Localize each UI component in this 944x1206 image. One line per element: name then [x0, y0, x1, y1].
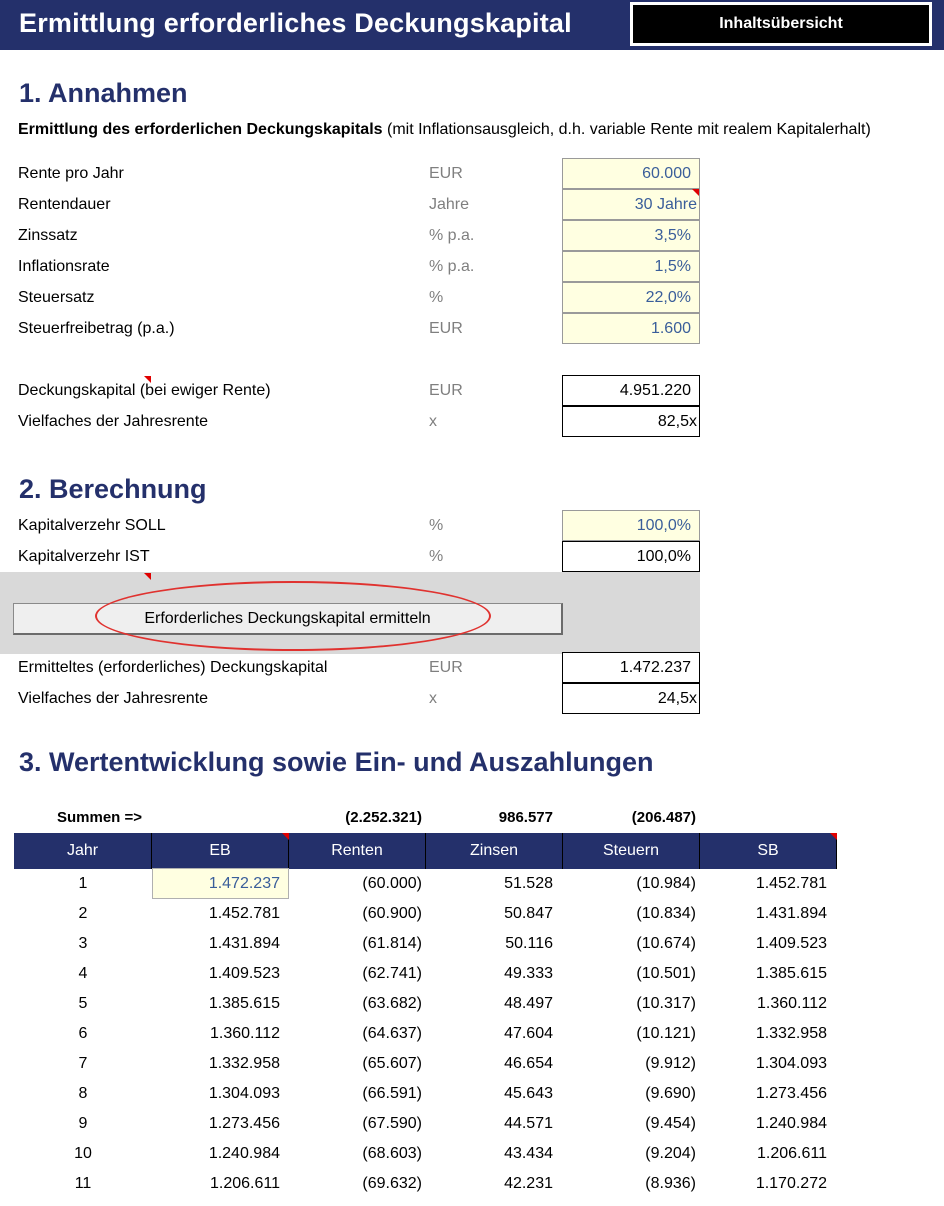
- cell-sb: 1.273.456: [755, 1085, 827, 1102]
- label-steuersatz: Steuersatz: [18, 289, 95, 306]
- cell-zinsen: 46.654: [504, 1055, 553, 1072]
- cell-steuern: (9.690): [645, 1085, 696, 1102]
- table-row: [0, 959, 944, 989]
- cell-steuern: (8.936): [645, 1175, 696, 1192]
- input-rente-pro-jahr[interactable]: 60.000: [562, 158, 700, 189]
- input-kapitalverzehr-soll[interactable]: 100,0%: [562, 510, 700, 541]
- table-row: [0, 1079, 944, 1109]
- label-inflationsrate: Inflationsrate: [18, 258, 110, 275]
- cell-eb: 1.452.781: [208, 905, 280, 922]
- cell-renten: (66.591): [362, 1085, 422, 1102]
- cell-jahr: 1: [78, 875, 88, 892]
- cell-eb: 1.304.093: [208, 1085, 280, 1102]
- table-row: [0, 1169, 944, 1199]
- cell-zinsen: 47.604: [504, 1025, 553, 1042]
- calculate-button[interactable]: Erforderliches Deckungskapital ermitteln: [13, 603, 563, 635]
- label-kapitalverzehr-soll: Kapitalverzehr SOLL: [18, 517, 166, 534]
- input-inflationsrate[interactable]: 1,5%: [562, 251, 700, 282]
- cell-steuern: (9.454): [645, 1115, 696, 1132]
- input-zinssatz[interactable]: 3,5%: [562, 220, 700, 251]
- cell-renten: (68.603): [362, 1145, 422, 1162]
- cell-sb: 1.360.112: [757, 995, 827, 1012]
- unit-zinssatz: % p.a.: [429, 227, 475, 244]
- unit-rente-pro-jahr: EUR: [429, 165, 463, 182]
- unit-steuersatz: %: [429, 289, 444, 306]
- cell-zinsen: 45.643: [504, 1085, 553, 1102]
- cell-sb: 1.206.611: [757, 1145, 827, 1162]
- cell-steuern: (9.912): [645, 1055, 696, 1072]
- sum-steuern: (206.487): [631, 809, 696, 826]
- label-steuerfreibetrag: Steuerfreibetrag (p.a.): [18, 320, 175, 337]
- cell-steuern: (10.674): [636, 935, 696, 952]
- sum-renten: (2.252.321): [345, 809, 422, 826]
- intro-bold: Ermittlung des erforderlichen Deckungskapitals: [18, 121, 383, 138]
- cell-zinsen: 44.571: [504, 1115, 553, 1132]
- cell-sb: 1.332.958: [755, 1025, 827, 1042]
- section-title-wertentwicklung: 3. Wertentwicklung sowie Ein- und Auszahlungen: [19, 747, 654, 777]
- cell-renten: (61.814): [362, 935, 422, 952]
- cell-sb: 1.385.615: [755, 965, 827, 982]
- cell-jahr: 7: [78, 1055, 88, 1072]
- table-row: [0, 1139, 944, 1169]
- cell-renten: (60.900): [362, 905, 422, 922]
- cell-renten: (63.682): [362, 995, 422, 1012]
- cell-zinsen: 42.231: [504, 1175, 553, 1192]
- comment-indicator[interactable]: [692, 189, 699, 196]
- label-deckungskapital-ewig: Deckungskapital (bei ewiger Rente): [18, 382, 271, 399]
- label-rentendauer: Rentendauer: [18, 196, 111, 213]
- cell-jahr: 10: [74, 1145, 92, 1162]
- cell-steuern: (10.317): [636, 995, 696, 1012]
- table-row: [0, 869, 944, 899]
- cell-steuern: (10.984): [636, 875, 696, 892]
- input-rentendauer[interactable]: 30 Jahre: [562, 189, 700, 220]
- cell-zinsen: 48.497: [504, 995, 553, 1012]
- unit-vielfaches-jahresrente: x: [429, 690, 437, 707]
- column-header-renten: Renten: [289, 833, 426, 869]
- section-intro: [18, 121, 871, 139]
- label-zinssatz: Zinssatz: [18, 227, 78, 244]
- input-steuersatz[interactable]: 22,0%: [562, 282, 700, 313]
- cell-jahr: 5: [78, 995, 88, 1012]
- cell-sb: 1.409.523: [755, 935, 827, 952]
- cell-eb: 1.206.611: [210, 1175, 280, 1192]
- cell-eb: 1.240.984: [208, 1145, 280, 1162]
- table-row: [0, 1019, 944, 1049]
- cell-zinsen: 51.528: [504, 875, 553, 892]
- value-kapitalverzehr-ist: 100,0%: [562, 541, 700, 572]
- column-header-eb: EB: [152, 833, 289, 869]
- label-vielfaches-ewig: Vielfaches der Jahresrente: [18, 413, 209, 430]
- cell-renten: (65.607): [362, 1055, 422, 1072]
- value-vielfaches-ewig: 82,5x: [562, 406, 700, 437]
- value-deckungskapital-ewig: 4.951.220: [562, 375, 700, 406]
- cell-zinsen: 50.116: [505, 935, 553, 952]
- cell-sb: 1.170.272: [755, 1175, 827, 1192]
- table-row: [0, 989, 944, 1019]
- cell-jahr: 4: [78, 965, 88, 982]
- unit-rentendauer: Jahre: [429, 196, 470, 213]
- title-bar: [0, 0, 944, 50]
- label-ermitteltes-deckungskapital: Ermitteltes (erforderliches) Deckungskapital: [18, 659, 328, 676]
- value-ermitteltes-deckungskapital: 1.472.237: [562, 652, 700, 683]
- cell-eb: 1.332.958: [208, 1055, 280, 1072]
- cell-steuern: (9.204): [645, 1145, 696, 1162]
- label-rente-pro-jahr: Rente pro Jahr: [18, 165, 124, 182]
- cell-jahr: 2: [78, 905, 88, 922]
- cell-sb: 1.452.781: [755, 875, 827, 892]
- unit-steuerfreibetrag: EUR: [429, 320, 463, 337]
- cell-renten: (64.637): [362, 1025, 422, 1042]
- sum-zinsen: 986.577: [498, 809, 553, 826]
- input-steuerfreibetrag[interactable]: 1.600: [562, 313, 700, 344]
- comment-indicator[interactable]: [144, 376, 151, 383]
- comment-indicator[interactable]: [830, 833, 837, 840]
- cell-eb: 1.409.523: [208, 965, 280, 982]
- unit-ermitteltes-deckungskapital: EUR: [429, 659, 463, 676]
- cell-renten: (62.741): [362, 965, 422, 982]
- label-kapitalverzehr-ist: Kapitalverzehr IST: [18, 548, 150, 565]
- comment-indicator[interactable]: [144, 573, 151, 580]
- column-header-jahr: Jahr: [14, 833, 152, 869]
- cell-steuern: (10.501): [636, 965, 696, 982]
- cell-renten: (69.632): [362, 1175, 422, 1192]
- comment-indicator[interactable]: [282, 833, 289, 840]
- sums-label: Summen =>: [57, 809, 143, 826]
- table-row: [0, 1109, 944, 1139]
- label-vielfaches-jahresrente: Vielfaches der Jahresrente: [18, 690, 209, 707]
- cell-sb: 1.304.093: [755, 1055, 827, 1072]
- cell-zinsen: 43.434: [504, 1145, 553, 1162]
- cell-jahr: 6: [78, 1025, 88, 1042]
- cell-sb: 1.240.984: [755, 1115, 827, 1132]
- page-title: Ermittlung erforderliches Deckungskapital: [19, 8, 572, 38]
- unit-inflationsrate: % p.a.: [429, 258, 475, 275]
- cell-zinsen: 50.847: [504, 905, 553, 922]
- toc-button[interactable]: Inhaltsübersicht: [630, 2, 932, 46]
- section-title-annahmen: 1. Annahmen: [19, 78, 188, 108]
- cell-eb: 1.360.112: [210, 1025, 280, 1042]
- cell-renten: (67.590): [362, 1115, 422, 1132]
- cell-jahr: 8: [78, 1085, 88, 1102]
- cell-sb: 1.431.894: [755, 905, 827, 922]
- table-row: [0, 899, 944, 929]
- cell-eb: 1.385.615: [208, 995, 280, 1012]
- column-header-zinsen: Zinsen: [426, 833, 563, 869]
- cell-jahr: 9: [78, 1115, 88, 1132]
- column-header-sb: SB: [700, 833, 837, 869]
- cell-renten: (60.000): [362, 875, 422, 892]
- unit-deckungskapital-ewig: EUR: [429, 382, 463, 399]
- cell-jahr: 3: [78, 935, 88, 952]
- cell-jahr: 11: [74, 1175, 92, 1192]
- column-header-steuern: Steuern: [563, 833, 700, 869]
- table-row: [0, 1049, 944, 1079]
- cell-zinsen: 49.333: [504, 965, 553, 982]
- unit-kapitalverzehr-ist: %: [429, 548, 444, 565]
- value-vielfaches-jahresrente: 24,5x: [562, 683, 700, 714]
- cell-steuern: (10.121): [636, 1025, 696, 1042]
- intro-rest: (mit Inflationsausgleich, d.h. variable Rente mit realem Kapitalerhalt): [382, 121, 871, 138]
- unit-vielfaches-ewig: x: [429, 413, 437, 430]
- cell-steuern: (10.834): [636, 905, 696, 922]
- table-row: [0, 929, 944, 959]
- cell-eb[interactable]: 1.472.237: [208, 875, 280, 892]
- section-title-berechnung: 2. Berechnung: [19, 474, 207, 504]
- unit-kapitalverzehr-soll: %: [429, 517, 444, 534]
- cell-eb: 1.431.894: [208, 935, 280, 952]
- cell-eb: 1.273.456: [208, 1115, 280, 1132]
